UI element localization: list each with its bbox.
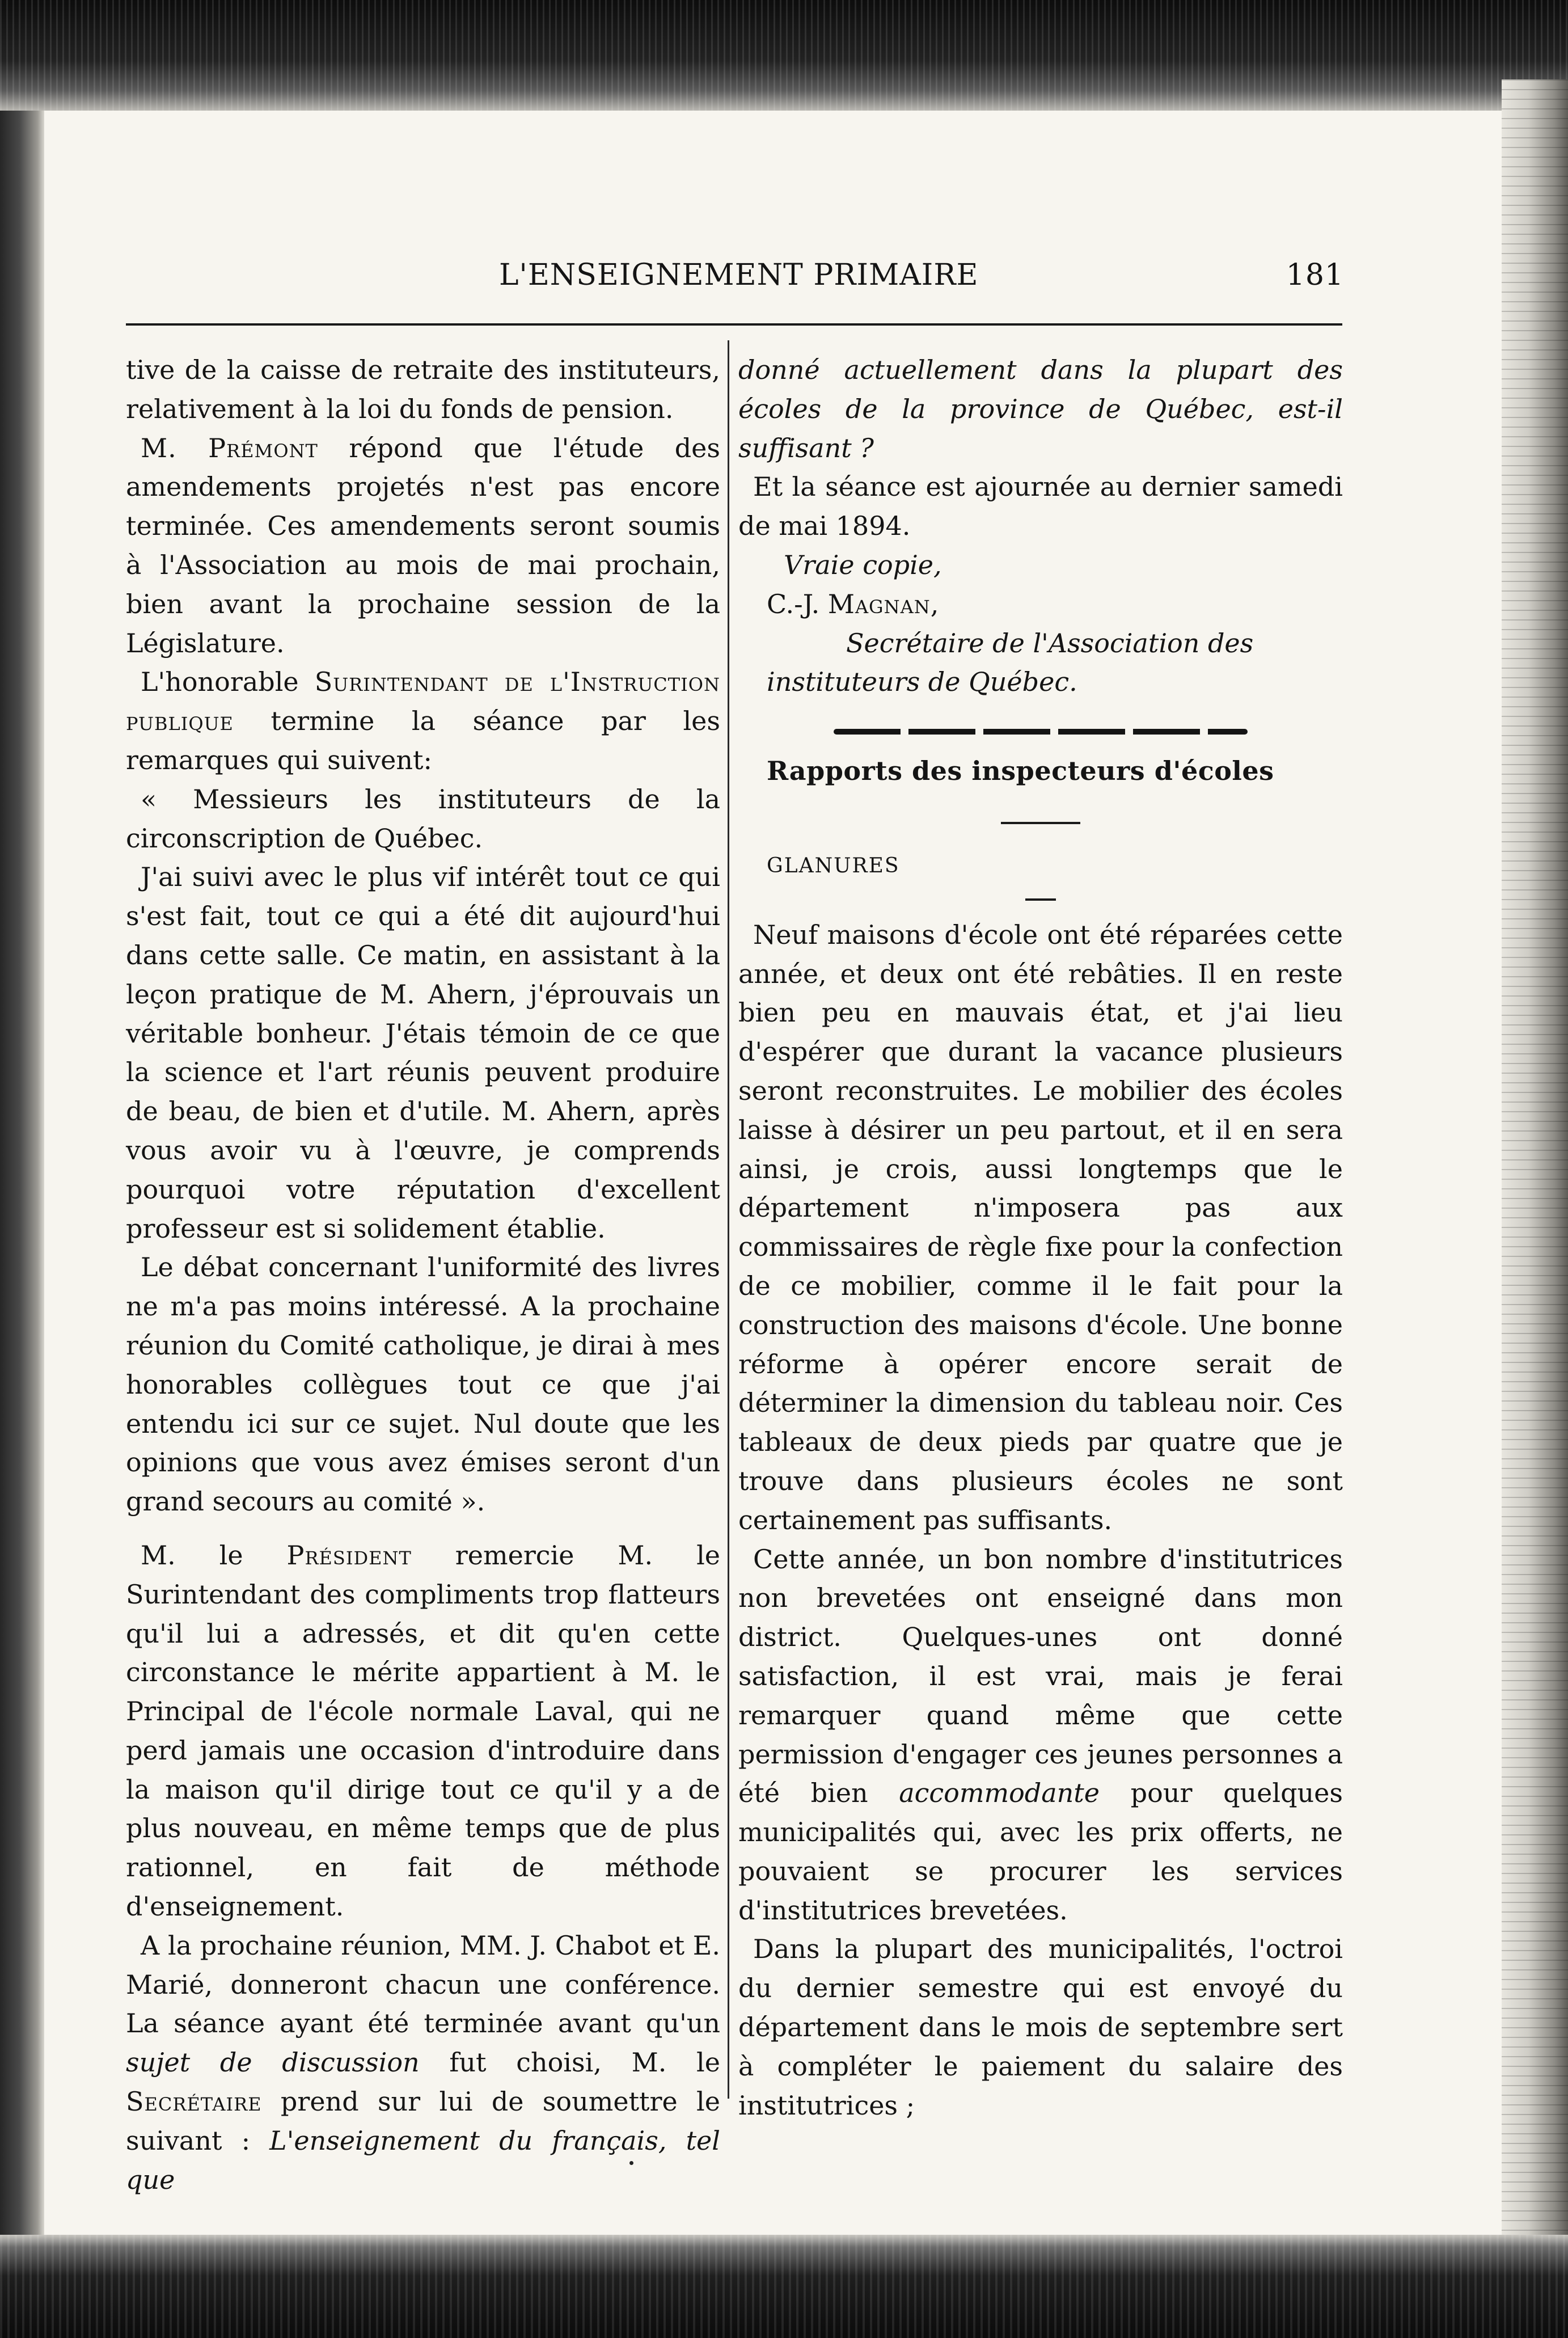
signature-copy-line: Vraie copie, (784, 549, 942, 580)
signature-role: Secrétaire de l'Association des (846, 627, 1254, 659)
speaker-name: Président (286, 1539, 412, 1571)
scan-border-top (0, 0, 1568, 111)
italic-phrase: accommodante (899, 1778, 1100, 1809)
running-title: L'ENSEIGNEMENT PRIMAIRE (499, 258, 979, 292)
paragraph: Le débat concernant l'uniformité des livres ne m'a pas moins intéressé. A la prochaine réunion du Comité catholique, je dirai à mes honorables collègues tout ce que j'ai entendu ici sur ce sujet. Nul doute que les opinions que vous avez émises seront d'un grand secours au comité ». (126, 1252, 720, 1517)
short-dash (1025, 898, 1056, 901)
signature-name: C.-J. Magnan, (767, 588, 940, 619)
section-ornament (834, 729, 1248, 735)
italic-phrase: sujet de discussion (126, 2047, 420, 2078)
right-column (738, 351, 1343, 2125)
page-number: 181 (1286, 258, 1344, 292)
header-rule (126, 323, 1342, 326)
scan-border-right (1502, 79, 1568, 2240)
paragraph: A la prochaine réunion, MM. J. Chabot et E. Marié, donneront chacun une conférence. La séance ayant été terminée avant qu'un sujet de discussion fut choisi, M. le Secrétaire prend sur lui de soumettre le suivant : L'enseignement du français, tel que (126, 1930, 720, 2195)
speaker-name: Surintendant de l'Instruction publique (126, 666, 720, 737)
left-column (126, 351, 720, 2199)
paragraph: L'honorable Surintendant de l'Instruction publique termine la séance par les remarques qui suivent: (126, 666, 720, 775)
scan-border-left (0, 111, 44, 2235)
paragraph: J'ai suivi avec le plus vif intérêt tout ce qui s'est fait, tout ce qui a été dit aujourd'hui dans cette salle. Ce matin, en assistant à la leçon pratique de M. Ahern, j'éprouvais un véritable bonheur. J'étais témoin de ce que la science et l'art réunis peuvent produire de beau, de bien et d'utile. M. Ahern, après vous avoir vu à l'œuvre, je comprends pourquoi votre réputation d'excellent professeur est si solidement établie. (126, 862, 720, 1244)
speaker-name: M. Prémont (141, 432, 318, 463)
subheading: GLANURES (767, 854, 900, 877)
speaker-name: Secrétaire (126, 2086, 262, 2117)
paragraph: « Messieurs les instituteurs de la circonscription de Québec. (126, 783, 720, 854)
column-divider (728, 340, 729, 2099)
running-head (499, 258, 1344, 303)
paragraph: M. le Président remercie M. le Surintendant des compliments trop flatteurs qu'il lui a adressés, et dit qu'en cette circonstance le mérite appartient à M. le Principal de l'école normale Laval, qui ne perd jamais une occasion d'introduire dans la maison qu'il dirige tout ce qu'il y a de plus nouveau, en même temps que de plus rationnel, en fait de méthode d'enseignement. (126, 1539, 721, 1922)
paragraph: tive de la caisse de retraite des instituteurs, relativement à la loi du fonds de pension. (126, 355, 720, 424)
paragraph: Dans la plupart des municipalités, l'octroi du dernier semestre qui est envoyé du département dans le mois de septembre sert à compléter le paiement du salaire des institutrices ; (738, 1934, 1343, 2121)
paragraph: donné actuellement dans la plupart des écoles de la province de Québec, est-il suffisant ? (738, 355, 1343, 463)
paragraph: Neuf maisons d'école ont été réparées cette année, et deux ont été rebâties. Il en reste bien peu en mauvais état, et j'ai lieu d'espérer que durant la vacance plusieurs seront reconstruites. Le mobilier des écoles laisse à désirer un peu partout, et il en sera ainsi, je crois, aussi longtemps que le département n'imposera pas aux commissaires de règle fixe pour la confection de ce mobilier, comme il le fait pour la construction des maisons d'école. Une bonne réforme à opérer encore serait de déterminer la dimension du tableau noir. Ces tableaux de deux pieds par quatre que je trouve dans plusieurs écoles ne sont certainement pas suffisants. (738, 919, 1343, 1535)
section-heading: Rapports des inspecteurs d'écoles (767, 756, 1274, 787)
scan-border-bottom (0, 2235, 1568, 2338)
signature-role: instituteurs de Québec. (767, 666, 1077, 698)
paragraph: Cette année, un bon nombre d'institutrices non brevetées ont enseigné dans mon district. Quelques-unes ont donné satisfaction, il est vrai, mais je ferai remarquer quand même que cette permission d'engager ces jeunes personnes a été bien accommodante pour quelques municipalités qui, avec les prix offerts, ne pouvaient se procurer les services d'institutrices brevetées. (738, 1543, 1343, 1926)
printer-mark (629, 2161, 633, 2165)
paragraph: Et la séance est ajournée au dernier samedi de mai 1894. (738, 471, 1343, 542)
paragraph: M. Prémont répond que l'étude des amendements projetés n'est pas encore terminée. Ces amendements seront soumis à l'Association au mois de mai prochain, bien avant la prochaine session de la Législature. (126, 432, 720, 659)
italic-phrase: L'enseignement du français, tel que (126, 2125, 720, 2195)
short-rule (1001, 822, 1080, 824)
